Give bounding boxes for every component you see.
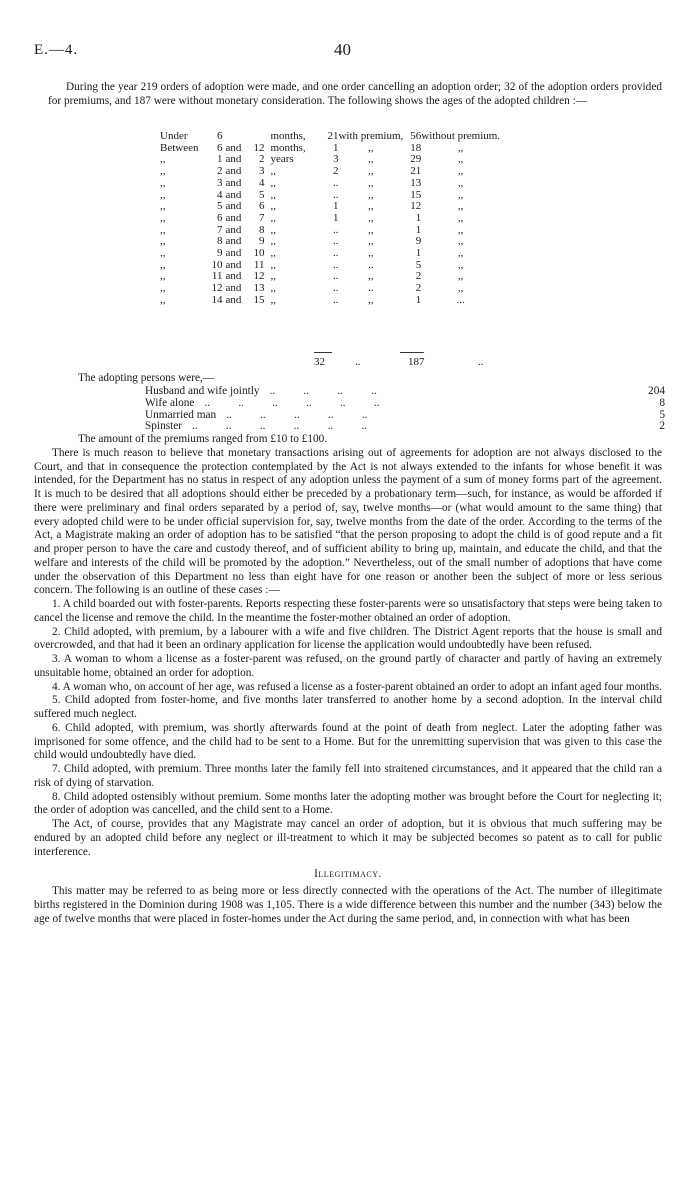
with-premium-label: .. — [368, 258, 374, 271]
age-from: 10 — [211, 258, 223, 271]
age-from: 11 — [211, 270, 223, 283]
with-premium-count: 1 — [332, 141, 339, 154]
without-premium-count: 13 — [410, 176, 422, 189]
adopter-count: 2 — [659, 420, 665, 433]
with-premium-count: .. — [332, 282, 339, 295]
without-premium-count: 21 — [410, 165, 422, 178]
with-premium-count: .. — [332, 293, 339, 306]
age-row — [160, 190, 500, 202]
age-table — [160, 131, 500, 307]
age-to: 13 — [253, 282, 265, 295]
age-and: and — [225, 293, 242, 306]
adopter-label: Wife alone — [145, 396, 195, 409]
age-to: 7 — [258, 211, 265, 224]
without-premium-count: 12 — [410, 200, 422, 213]
age-and: and — [225, 235, 242, 248]
age-to: 2 — [258, 153, 265, 166]
with-premium-count: 1 — [332, 211, 339, 224]
age-row — [160, 260, 500, 272]
without-premium-label: ,, — [457, 282, 464, 295]
age-prefix: ,, — [160, 223, 166, 236]
without-premium-count: 5 — [415, 258, 422, 271]
age-and: and — [225, 176, 242, 189]
document-reference: E.—4. — [34, 42, 79, 58]
leader-dots: .. .. .. .. — [269, 385, 377, 397]
age-prefix: ,, — [160, 211, 166, 224]
age-to: 5 — [258, 188, 265, 201]
without-premium-label: ,, — [457, 258, 464, 271]
age-unit: ,, — [270, 165, 276, 178]
age-from: 2 — [216, 165, 223, 178]
without-premium-label: ,, — [457, 188, 464, 201]
age-prefix: ,, — [160, 282, 166, 295]
age-row — [160, 295, 500, 307]
without-premium-label: ,, — [457, 270, 464, 283]
age-row — [160, 178, 500, 190]
without-premium-count: 1 — [415, 247, 422, 260]
illegitimacy-paragraph: This matter may be referred to as being more or less directly connected with the operations of the Act. The number of illegitimate births registered in the Dominion during 1908 was 1,105. There is a wide difference between this number and the number (343) below the age of twelve months that were placed in foster-homes under the Act during the same period, and, in connection with what has been — [34, 885, 662, 925]
total-without-premium: 187 — [408, 356, 425, 368]
age-from: 12 — [211, 282, 223, 295]
case-paragraph: 2. Child adopted, with premium, by a labourer with a wife and five children. The District Agent reports that the house is small and overcrowded, and that had it been an ordinary application for license the application would undoubtedly have been refused. — [34, 625, 662, 652]
without-premium-label: ,, — [457, 141, 464, 154]
age-unit: ,, — [270, 188, 276, 201]
age-row — [160, 236, 500, 248]
age-unit: ,, — [270, 235, 276, 248]
adopter-row — [145, 421, 665, 433]
age-prefix: ,, — [160, 200, 166, 213]
without-premium-count: 1 — [415, 223, 422, 236]
age-prefix: ,, — [160, 293, 166, 306]
leader-dots: .. .. .. .. .. .. — [192, 420, 368, 433]
age-row — [160, 131, 500, 143]
with-premium-count: .. — [332, 247, 339, 260]
without-premium-label: ... — [456, 293, 465, 306]
age-to: 12 — [253, 141, 265, 154]
total-trailing: .. — [478, 356, 484, 368]
page-number: 40 — [334, 40, 351, 59]
age-unit: ,, — [270, 176, 276, 189]
age-from: 6 — [216, 141, 223, 154]
without-premium-label: without premium. — [421, 130, 501, 142]
age-and: and — [225, 165, 242, 178]
age-prefix: Between — [160, 141, 199, 154]
with-premium-count: .. — [332, 223, 339, 236]
age-row — [160, 213, 500, 225]
with-premium-label: ,, — [368, 223, 374, 236]
total-with-premium: 32 — [314, 356, 325, 368]
age-row — [160, 248, 500, 260]
age-prefix: ,, — [160, 258, 166, 271]
age-to: 6 — [258, 200, 265, 213]
with-premium-count: .. — [332, 270, 339, 283]
age-and — [222, 131, 244, 143]
age-and: and — [225, 223, 242, 236]
without-premium-label: ,, — [457, 211, 464, 224]
age-unit: ,, — [270, 293, 276, 306]
adopters-intro: The adopting persons were,— — [78, 372, 215, 384]
case-paragraph: 4. A woman who, on account of her age, was refused a license as a foster-parent obtained an order to adopt an infant aged four months. — [52, 680, 662, 693]
with-premium-label: ,, — [368, 235, 374, 248]
with-premium-count: 3 — [332, 153, 339, 166]
with-premium-count: .. — [332, 188, 339, 201]
age-and: and — [225, 247, 242, 260]
age-from: 3 — [216, 176, 223, 189]
age-and: and — [225, 258, 242, 271]
with-premium-label: ,, — [368, 176, 374, 189]
age-to: 9 — [258, 235, 265, 248]
adopter-count: 204 — [648, 385, 665, 397]
age-unit: ,, — [270, 247, 276, 260]
age-unit: years — [270, 153, 294, 166]
adopters-table — [145, 386, 665, 433]
case-paragraph: 5. Child adopted from foster-home, and five months later transferred to another home by a second adoption. In the interval child suffered much neglect. — [34, 694, 662, 720]
age-from: 7 — [216, 223, 223, 236]
intro-paragraph: During the year 219 orders of adoption were made, and one order cancelling an adoption order; 32 of the adoption orders provided for premiums, and 187 were without monetary consideration. The following shows the ages of the adopted children :— — [48, 81, 662, 107]
with-premium-label: ,, — [368, 141, 374, 154]
total-rule-without — [400, 352, 424, 353]
age-to — [244, 131, 264, 143]
case-paragraph: 6. Child adopted, with premium, was shortly afterwards found at the point of death from neglect. Later the adopting father was imprisoned for some offence, and the child had to be sent to a Home. But for the unremitting supervision that was given to this case the child would undoubtedly have died. — [34, 721, 662, 762]
with-premium-label: ,, — [368, 153, 374, 166]
with-premium-label: ,, — [368, 247, 374, 260]
without-premium-label: ,, — [457, 223, 464, 236]
age-unit: ,, — [270, 200, 276, 213]
without-premium-label: ,, — [457, 176, 464, 189]
age-prefix: ,, — [160, 165, 166, 178]
age-from: 5 — [216, 200, 223, 213]
age-from: 4 — [216, 188, 223, 201]
age-and: and — [225, 211, 242, 224]
age-unit: months, — [270, 130, 306, 142]
adopter-row — [145, 398, 665, 410]
with-premium-label: ,, — [368, 200, 374, 213]
case-paragraph: 3. A woman to whom a license as a foster-parent was refused, on the ground partly of character and partly of having an extremely unsuitable home, obtained an order for adoption. — [34, 653, 662, 679]
total-dots: .. — [355, 356, 361, 368]
with-premium-label: .. — [368, 282, 374, 295]
adopter-label: Spinster — [145, 420, 183, 433]
age-from: 1 — [216, 153, 223, 166]
intro-block — [48, 80, 662, 108]
with-premium-count: .. — [332, 235, 339, 248]
age-unit: ,, — [270, 282, 276, 295]
without-premium-count: 29 — [410, 153, 422, 166]
without-premium-count: 9 — [415, 235, 422, 248]
with-premium-count: .. — [332, 176, 339, 189]
adopter-label: Unmarried man — [145, 408, 217, 421]
without-premium-count: 18 — [410, 141, 422, 154]
total-rule-premium — [314, 352, 332, 353]
without-premium-count: 56 — [410, 130, 422, 142]
with-premium-label: with premium, — [338, 130, 404, 142]
age-and: and — [225, 153, 242, 166]
age-and: and — [225, 141, 242, 154]
age-row — [160, 143, 500, 155]
with-premium-count: 21 — [327, 130, 339, 142]
age-row — [160, 166, 500, 178]
age-prefix: ,, — [160, 153, 166, 166]
body-text — [34, 433, 662, 926]
age-from: 9 — [216, 247, 223, 260]
age-to: 11 — [253, 258, 265, 271]
without-premium-count: 15 — [410, 188, 422, 201]
age-prefix: ,, — [160, 247, 166, 260]
without-premium-count: 1 — [415, 211, 422, 224]
age-from: 14 — [211, 293, 223, 306]
age-and: and — [225, 282, 242, 295]
section-title-illegitimacy: Illegitimacy. — [314, 868, 382, 881]
age-to: 3 — [258, 165, 265, 178]
leader-dots: .. .. .. .. .. .. — [204, 396, 380, 409]
age-and: and — [225, 200, 242, 213]
with-premium-count: 1 — [332, 200, 339, 213]
age-unit: months, — [270, 141, 306, 154]
without-premium-count: 2 — [415, 270, 422, 283]
adopter-count: 8 — [659, 396, 665, 409]
with-premium-label: ,, — [368, 211, 374, 224]
age-to: 10 — [253, 247, 265, 260]
without-premium-count: 2 — [415, 282, 422, 295]
with-premium-count: .. — [332, 258, 339, 271]
age-row — [160, 225, 500, 237]
with-premium-label: ,, — [368, 270, 374, 283]
age-unit: ,, — [270, 258, 276, 271]
age-to: 8 — [258, 223, 265, 236]
age-unit: ,, — [270, 270, 276, 283]
age-from: 6 — [216, 211, 223, 224]
age-to: 4 — [258, 176, 265, 189]
without-premium-count: 1 — [415, 293, 422, 306]
age-and: and — [225, 188, 242, 201]
case-paragraph: 8. Child adopted ostensibly without premium. Some months later the adopting mother was brought before the Court for neglecting it; the order of adoption was cancelled, and the child sent to a Home. — [34, 790, 662, 817]
age-prefix: ,, — [160, 176, 166, 189]
age-prefix: ,, — [160, 188, 166, 201]
case-paragraph: The Act, of course, provides that any Magistrate may cancel an order of adoption, but it is obvious that much suffering may be endured by an adopted child before any neglect or ill-treatment to which it may be subjected becomes so patent as to call for public interference. — [34, 818, 662, 858]
without-premium-label: ,, — [457, 247, 464, 260]
without-premium-label: ,, — [457, 235, 464, 248]
age-unit: ,, — [270, 223, 276, 236]
with-premium-label: ,, — [368, 293, 374, 306]
age-to: 15 — [253, 293, 265, 306]
with-premium-label: ,, — [368, 165, 374, 178]
leader-dots: .. .. .. .. .. — [226, 408, 368, 421]
with-premium-count: 2 — [332, 165, 339, 178]
age-prefix: Under — [160, 130, 188, 142]
age-and: and — [225, 270, 242, 283]
with-premium-label: ,, — [368, 188, 374, 201]
without-premium-label: ,, — [457, 153, 464, 166]
age-unit: ,, — [270, 211, 276, 224]
case-paragraph: 7. Child adopted, with premium. Three months later the family fell into straitened circumstances, and it appeared that the child ran a risk of dying of starvation. — [34, 763, 662, 789]
case-paragraph: 1. A child boarded out with foster-parents. Reports respecting these foster-parents were so unsatisfactory that steps were being taken to cancel the license and remove the child. In the meantime the foster-mother obtained an order of adoption. — [34, 598, 662, 624]
age-from: 6 — [216, 130, 223, 142]
without-premium-label: ,, — [457, 200, 464, 213]
concern-paragraph: There is much reason to believe that monetary transactions arising out of agreements for adoption are not always disclosed to the Court, and that in consequence the protection contemplated by the Act is not always extended to the infants for whose benefit it was intended, for the Department has no status in respect of any adoption unless the payment of a sum of money forms part of the agreement. It is much to be desired that all adoptions should either be preceded by a probationary term—such, for instance, as would be afforded if there were preliminary and final orders separated by a period of, say, twelve months—or (what would amount to the same thing) that every adopted child were to be under official supervision for, say, twelve months from the date of the order. According to the terms of the Act, a Magistrate making an order of adoption has to be satisfied “that the person proposing to adopt the child is of good repute and a fit and proper person to have the care and custody thereof, and of sufficient ability to bring up, maintain, and educate the child, and that the welfare and interests of the child will be promoted by the adoption.” Nevertheless, out of the small number of adoptions that have come under the observation of this Department no less than eight have for one reason or another been the subject of more or less serious concern. The following is an outline of these cases :— — [34, 446, 662, 597]
age-prefix: ,, — [160, 270, 166, 283]
age-row — [160, 154, 500, 166]
without-premium-label: ,, — [457, 165, 464, 178]
age-from: 8 — [216, 235, 223, 248]
adopter-count: 5 — [659, 408, 665, 421]
age-to: 12 — [253, 270, 265, 283]
age-prefix: ,, — [160, 235, 166, 248]
age-row — [160, 201, 500, 213]
adopter-label: Husband and wife jointly — [145, 385, 260, 397]
premium-range: The amount of the premiums ranged from £10 to £100. — [78, 433, 328, 445]
